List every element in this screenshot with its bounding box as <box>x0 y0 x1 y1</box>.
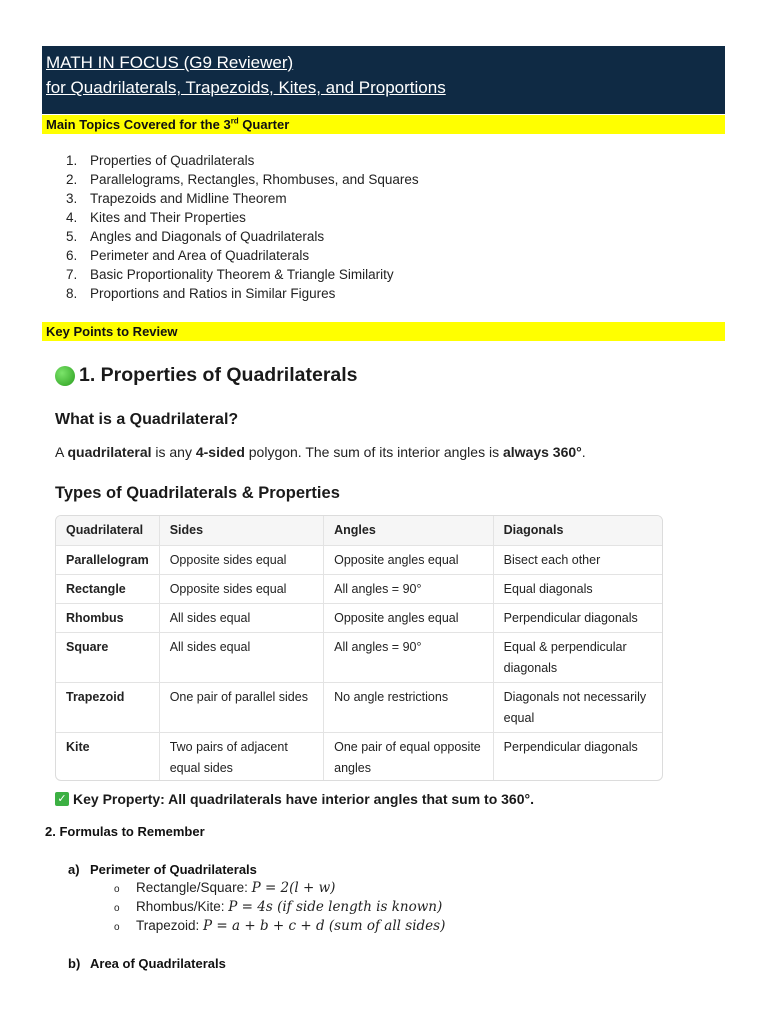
title-line-2: for Quadrilaterals, Trapezoids, Kites, and Proportions <box>46 78 446 97</box>
subheading-title: Area of Quadrilaterals <box>90 956 226 971</box>
table-row <box>56 732 662 781</box>
main-topics-banner <box>42 115 725 134</box>
section-2-heading: 2. Formulas to Remember <box>45 824 205 839</box>
table-cell: All sides equal <box>159 632 323 682</box>
formula-item <box>114 899 442 915</box>
list-text: Kites and Their Properties <box>90 210 246 225</box>
table-cell: All sides equal <box>159 603 323 632</box>
formula-item <box>114 918 445 934</box>
section-1-title: 1. Properties of Quadrilaterals <box>79 364 358 386</box>
table-cell: One pair of equal opposite angles <box>324 732 494 781</box>
subheading-label: b) <box>68 956 81 971</box>
table-cell: Opposite sides equal <box>159 574 323 603</box>
list-number: 6. <box>66 248 78 263</box>
formula-label: Rhombus/Kite: <box>136 899 229 914</box>
para-text: . <box>581 444 586 460</box>
list-item <box>66 170 419 189</box>
table-cell: Opposite sides equal <box>159 545 323 574</box>
table-cell: Rhombus <box>56 603 159 632</box>
bullet-icon: o <box>114 884 120 895</box>
bullet-icon: o <box>114 903 120 914</box>
topics-list <box>66 151 419 303</box>
list-number: 1. <box>66 153 78 168</box>
list-text: Properties of Quadrilaterals <box>90 153 255 168</box>
list-text: Basic Proportionality Theorem & Triangle Similarity <box>90 267 394 282</box>
list-text: Proportions and Ratios in Similar Figures <box>90 286 336 301</box>
column-header: Quadrilateral <box>56 516 159 545</box>
formula-item <box>114 880 335 896</box>
table-cell: All angles = 90° <box>324 632 494 682</box>
formula-math: P = a + b + c + d (sum of all sides) <box>203 918 446 934</box>
list-text: Perimeter and Area of Quadrilaterals <box>90 248 310 263</box>
para-text: polygon. The sum of its interior angles is <box>244 444 503 460</box>
formula-math: P = 4s (if side length is known) <box>228 899 443 915</box>
list-text: Trapezoids and Midline Theorem <box>90 191 287 206</box>
subheading-title: Perimeter of Quadrilaterals <box>90 862 257 877</box>
list-item <box>66 265 419 284</box>
table-row <box>56 545 662 574</box>
list-text: Angles and Diagonals of Quadrilaterals <box>90 229 325 244</box>
para-bold: quadrilateral <box>67 444 152 460</box>
definition-paragraph <box>55 444 586 460</box>
list-number: 8. <box>66 286 78 301</box>
para-text: A <box>55 444 68 460</box>
section-1-heading <box>55 364 358 387</box>
para-text: is any <box>151 444 196 460</box>
table-row <box>56 632 662 682</box>
table-cell: No angle restrictions <box>324 682 494 732</box>
subheading-label: a) <box>68 862 80 877</box>
list-item <box>66 208 419 227</box>
bullet-icon: o <box>114 922 120 933</box>
what-is-heading: What is a Quadrilateral? <box>55 411 239 428</box>
table-cell: One pair of parallel sides <box>159 682 323 732</box>
para-bold: always 360° <box>502 444 582 460</box>
list-item <box>66 284 419 303</box>
table-cell: All angles = 90° <box>324 574 494 603</box>
formula-label: Trapezoid: <box>136 918 204 933</box>
key-points-banner: Key Points to Review <box>42 322 725 341</box>
table-cell: Diagonals not necessarily equal <box>493 682 662 732</box>
check-mark-icon: ✓ <box>55 792 69 806</box>
table-row <box>56 574 662 603</box>
main-topics-suffix: Quarter <box>238 117 290 132</box>
table-cell: Trapezoid <box>56 682 159 732</box>
column-header: Sides <box>159 516 323 545</box>
table-cell: Square <box>56 632 159 682</box>
table-row <box>56 603 662 632</box>
list-item <box>66 189 419 208</box>
list-number: 4. <box>66 210 78 225</box>
title-line-1: MATH IN FOCUS (G9 Reviewer) <box>46 53 294 72</box>
table-cell: Parallelogram <box>56 545 159 574</box>
green-circle-icon <box>55 366 75 386</box>
list-item <box>66 246 419 265</box>
table-header-row <box>56 516 662 545</box>
table-cell: Kite <box>56 732 159 781</box>
table-row <box>56 682 662 732</box>
table-cell: Equal diagonals <box>493 574 662 603</box>
table-cell: Perpendicular diagonals <box>493 603 662 632</box>
table-cell: Rectangle <box>56 574 159 603</box>
list-number: 5. <box>66 229 78 244</box>
column-header: Angles <box>324 516 494 545</box>
column-header: Diagonals <box>493 516 662 545</box>
types-heading: Types of Quadrilaterals & Properties <box>55 484 340 502</box>
table-cell: Bisect each other <box>493 545 662 574</box>
table-cell: Two pairs of adjacent equal sides <box>159 732 323 781</box>
main-topics-text: Main Topics Covered for the 3 <box>46 117 231 132</box>
table-cell: Perpendicular diagonals <box>503 739 638 754</box>
list-number: 2. <box>66 172 78 187</box>
para-bold: 4-sided <box>195 444 245 460</box>
properties-table <box>55 515 663 781</box>
list-number: 7. <box>66 267 78 282</box>
list-text: Parallelograms, Rectangles, Rhombuses, and Squares <box>90 172 419 187</box>
area-subheading <box>68 956 226 971</box>
table-cell: Opposite angles equal <box>324 545 494 574</box>
superscript-rd: rd <box>230 116 239 126</box>
table-cell: Equal & perpendicular diagonals <box>493 632 662 682</box>
list-item <box>66 227 419 246</box>
formula-label: Rectangle/Square: <box>136 880 252 895</box>
perimeter-subheading <box>68 862 257 877</box>
list-item <box>66 151 419 170</box>
key-property-text: Key Property: All quadrilaterals have interior angles that sum to 360°. <box>73 791 534 807</box>
formula-math: P = 2(l + w) <box>251 880 336 896</box>
document-title-banner <box>42 46 725 114</box>
list-number: 3. <box>66 191 78 206</box>
table-cell: Opposite angles equal <box>324 603 494 632</box>
key-property-note <box>55 791 534 807</box>
